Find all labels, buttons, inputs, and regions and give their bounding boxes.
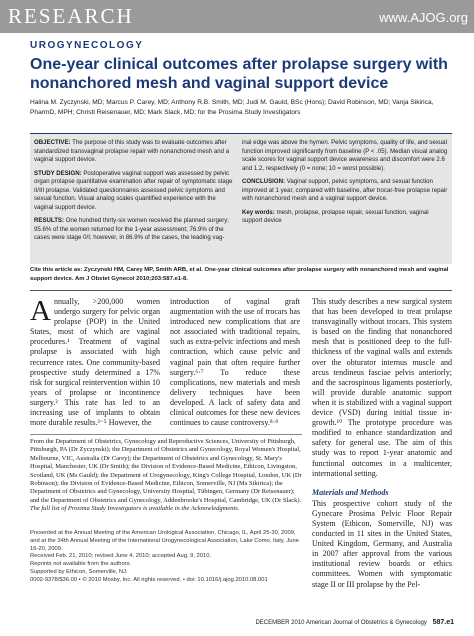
affiliations — [30, 434, 302, 514]
footer-journal: American Journal of Obstetrics & Gynecology — [305, 620, 427, 626]
conclusion-text: Vaginal support, pelvic symptoms, and sexual function improved at 1 year, compared with baseline, after trocar-free prolapse repair with nonanchored mesh and a vaginal support device. — [242, 178, 448, 202]
body-paragraph-1: nnually, >200,000 women undergo surgery for pelvic organ prolapse (POP) in the United States, most of which are vaginal procedures.¹ Treatment of vaginal prolapse is associated with high recurrence rates. One community-based prospective study determined a 17% risk for surgical reintervention within 10 years of prolapse or incontinence surgery.² This rate has led to an increasing use of implants to obtain more durable results.³⁻⁵ However, the — [30, 297, 160, 428]
section-divider — [30, 290, 452, 291]
keywords-label: Key words: — [242, 208, 275, 216]
support-note: Supported by Ethicon, Somerville, NJ. — [30, 568, 128, 575]
section-label: UROGYNECOLOGY — [30, 40, 144, 51]
footer-date: DECEMBER 2010 — [255, 620, 305, 626]
journal-website[interactable]: www.AJOG.org — [379, 10, 468, 25]
objective-text: The purpose of this study was to evaluate outcomes after standardized transvaginal prolapse repair with nonanchored mesh and a vaginal support device. — [34, 139, 230, 163]
abstract-left-column — [34, 139, 234, 248]
reprints-note: Reprints not available from the authors. — [30, 561, 132, 568]
abstract-objective — [34, 139, 234, 165]
article-notes — [30, 530, 302, 585]
body-paragraph-methods: This prospective cohort study of the Gynecare Prosima Pelvic Floor Repair System (Ethicon, Somerville, NJ) was conducted in 11 sites in the United States, United Kingdom, Germany, and Australia in 2007 after approval from the various institutional review boards or ethics committees. Women with symptomatic stage II or III prolapse by the Pel- — [312, 498, 452, 589]
body-paragraph-3: This study describes a new surgical system that has been developed to treat prolapse transvaginally without trocars. This system is based on the finding that nonanchored mesh that is positioned deep to the full-thickness of the vaginal walls and extends over the obturator internus muscle and arcus tendineus fasciae pelvis anteriorly; and the sacrospinous ligaments posteriorly, will provide durable anatomic support when it is stabilized with a vaginal support device (VSD) during initial tissue in-growth.¹⁰ The prototype procedure was modified to enhance standardization and safety for general use. The aim of this study was to report 1-year anatomic and functional outcomes in a multicenter, international setting. — [312, 297, 452, 478]
citation-text: Zyczynski HM, Carey MP, Smith ARB, et al. One-year clinical outcomes after prolapse surgery with nonanchored mesh and vaginal support device. Am J Obstet Gynecol 2010;203:587.e1-8. — [30, 267, 449, 282]
abstract-design — [34, 170, 234, 213]
abstract-keywords — [242, 209, 448, 226]
copyright-note: 0002-9378/$36.00 • © 2010 Mosby, Inc. All rights reserved. • doi: 10.1016/j.ajog.2010.08.001 — [30, 576, 268, 583]
affiliations-text: From the Department of Obstetrics, Gynecology and Reproductive Sciences, University of Pittsburgh, Pittsburgh, PA (Dr Zyczynski); the Department of Obstetrics and Gynecology, Royal Women's Hospital, Melbourne, VIC, Australia (Dr Carey); the Department of Obstetrics and Gynecology, St. Mary's Hospital, Manchester, UK (Dr Smith); the Division of Evidence-Based Medicine, Ethicon, Livingston, Scotland, UK (Ms Gauld); the Department of Urogynecology, King's College Hospital, London, UK (Dr Robinson); the Division of Evidence-Based Medicine, Ethicon, Somerville, NJ (Ms Sikirica); the Department of Obstetrics and Gynecology, University Hospital, Tübingen, Germany (Dr Reisenauer); and the Department of Obstetrics and Gynecology, Addenbrooke's Hospital, Cambridge, UK (Dr Slack). — [30, 438, 302, 504]
abstract-results-continued: inal edge was above the hymen. Pelvic symptoms, quality of life, and sexual function improved significantly from baseline (P < .05). Median visual analog scale scores for vaginal support device awareness and discomfort were 2.6 and 1.2, respectively (0 = none; 10 = worst possible). — [242, 139, 448, 172]
citation-prefix: Cite this article as: — [30, 267, 83, 273]
drop-cap: A — [30, 295, 51, 327]
abstract-box — [30, 133, 452, 264]
body-column-2 — [170, 297, 300, 432]
article-title: One-year clinical outcomes after prolapse surgery with nonanchored mesh and vaginal support device — [30, 56, 448, 92]
journal-masthead — [0, 0, 474, 33]
results-text: One hundred thirty-six women received the planned surgery; 95.6% of the women returned for the 1-year assessment; 76.9% of the cases were stage 0/I; however, in 86.9% of the cases, the leading vag- — [34, 217, 229, 241]
page-number: 587.e1 — [432, 619, 454, 626]
abstract-results — [34, 217, 234, 243]
materials-methods-heading: Materials and Methods — [312, 487, 389, 497]
objective-label: OBJECTIVE: — [34, 139, 71, 146]
page-footer — [244, 619, 454, 626]
conclusion-label: CONCLUSION: — [242, 178, 285, 185]
citation-line — [30, 266, 452, 283]
investigators-credit: The full list of Prosima Study Investigators is available in the Acknowledgments. — [30, 505, 240, 513]
abstract-right-column — [242, 139, 448, 231]
author-list: Halina M. Zyczynski, MD; Marcus P. Carey, MD; Anthony R.B. Smith, MD; Judi M. Gauld, BSc (Hons); David Robinson, MD; Vanja Sikirica, PharmD, MPH; Christl Reisenauer, MD; Mark Slack, MD; for the Prosima Study Investigators — [30, 99, 434, 116]
received-note: Received Feb. 21, 2010; revised June 4, 2010; accepted Aug. 9, 2010. — [30, 553, 212, 560]
design-text: Postoperative vaginal support was assessed by pelvic organ prolapse quantitative examination after repair of symptomatic stage II/III prolapse. Validated questionnaires assessed pelvic symptoms and sexual function. Visual analog scales quantified experience with the vaginal support device. — [34, 169, 233, 211]
results-label: RESULTS: — [34, 217, 65, 224]
masthead-brand: RESEARCH — [8, 4, 134, 28]
keywords-text: mesh, prolapse, prolapse repair, sexual function, vaginal support device — [242, 208, 429, 224]
abstract-conclusion — [242, 178, 448, 204]
presented-note: Presented at the Annual Meeting of the American Urological Association, Chicago, IL, April 25-30, 2009, and at the 34th Annual Meeting of the International Urogynecological Association, Lake Como, Italy, June 16-20, 2009. — [30, 530, 299, 552]
design-label: STUDY DESIGN: — [34, 169, 82, 177]
body-column-3 — [312, 297, 452, 590]
body-column-1 — [30, 297, 160, 432]
body-paragraph-2: introduction of vaginal graft augmentation with the use of trocars has introduced new complications that are not associated with traditional repairs, such as extra-pelvic infections and mesh contraction, which cause pelvic and vaginal pain that often require further surgery.⁶·⁷ To reduce these complications, new materials and mesh delivery techniques have been developed. A lack of safety data and clinical outcomes for these new devices continues to cause controversy.⁸·⁹ — [170, 297, 300, 428]
